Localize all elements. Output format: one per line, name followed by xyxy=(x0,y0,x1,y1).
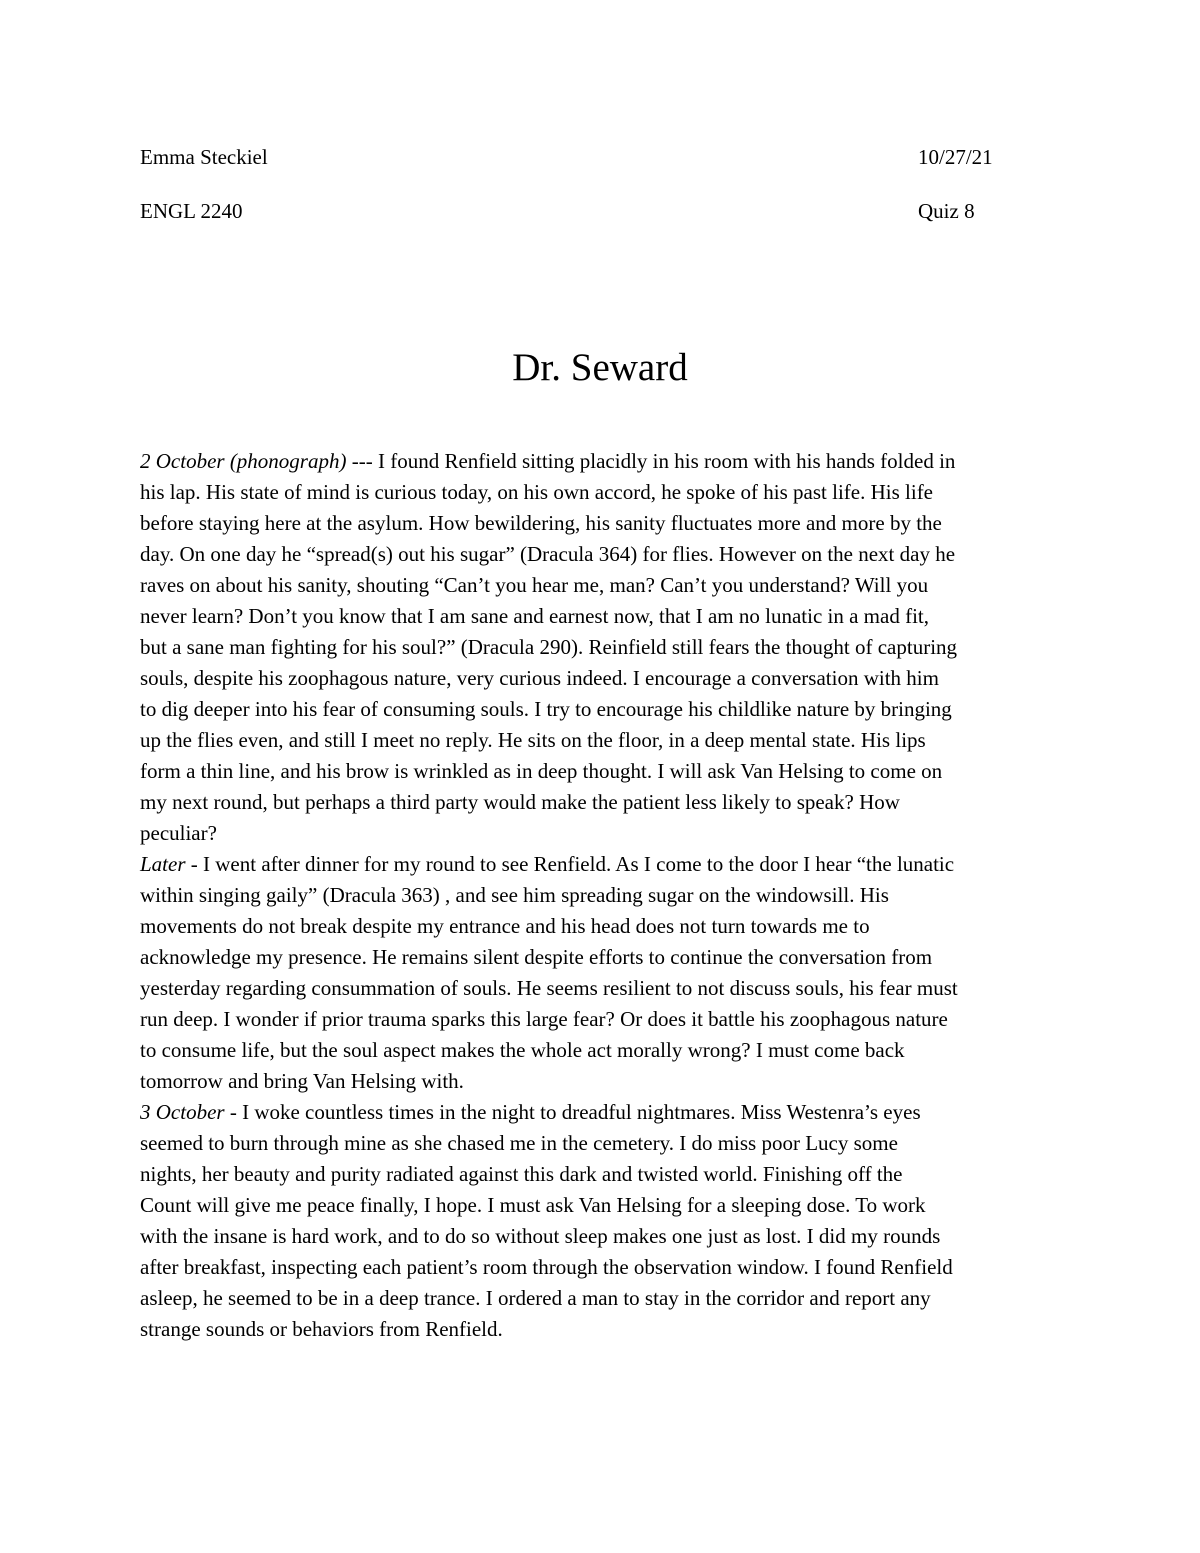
body-line xyxy=(140,849,1065,880)
body-line: seemed to burn through mine as she chased me in the cemetery. I do miss poor Lucy some xyxy=(140,1131,898,1155)
entry-label-later: Later xyxy=(140,852,186,876)
body-line: run deep. I wonder if prior trauma sparks this large fear? Or does it battle his zoophagous nature xyxy=(140,1007,948,1031)
body-line: yesterday regarding consummation of souls. He seems resilient to not discuss souls, his fear must xyxy=(140,976,958,1000)
author-name: Emma Steckiel xyxy=(140,145,268,169)
body-line xyxy=(140,1097,1065,1128)
body-line: acknowledge my presence. He remains silent despite efforts to continue the conversation from xyxy=(140,945,933,969)
document-title: Dr. Seward xyxy=(512,346,688,389)
body-line: peculiar? xyxy=(140,821,217,845)
body-line: tomorrow and bring Van Helsing with. xyxy=(140,1069,464,1093)
body-line: never learn? Don’t you know that I am sane and earnest now, that I am no lunatic in a mad fit, xyxy=(140,604,929,628)
body-line: to consume life, but the soul aspect makes the whole act morally wrong? I must come back xyxy=(140,1038,905,1062)
course-code: ENGL 2240 xyxy=(140,199,243,223)
body-line: his lap. His state of mind is curious today, on his own accord, he spoke of his past life. His life xyxy=(140,480,934,504)
body-line: within singing gaily” (Dracula 363) , and see him spreading sugar on the windowsill. His xyxy=(140,883,889,907)
entry-label-2-october: 2 October (phonograph) xyxy=(140,449,347,473)
body-line: form a thin line, and his brow is wrinkled as in deep thought. I will ask Van Helsing to come on xyxy=(140,759,943,783)
date: 10/27/21 xyxy=(918,145,993,169)
line-text: - I woke countless times in the night to dreadful nightmares. Miss Westenra’s eyes xyxy=(224,1100,921,1124)
line-text: - I went after dinner for my round to see Renfield. As I come to the door I hear “the lunatic xyxy=(185,852,955,876)
line-text: --- I found Renfield sitting placidly in his room with his hands folded in xyxy=(346,449,956,473)
body-line: raves on about his sanity, shouting “Can’t you hear me, man? Can’t you understand? Will you xyxy=(140,573,929,597)
body-line: to dig deeper into his fear of consuming souls. I try to encourage his childlike nature by bringing xyxy=(140,697,952,721)
body-line: after breakfast, inspecting each patient’s room through the observation window. I found Renfield xyxy=(140,1255,953,1279)
body-line: but a sane man fighting for his soul?” (Dracula 290). Reinfield still fears the thought of capturing xyxy=(140,635,958,659)
body-line: movements do not break despite my entrance and his head does not turn towards me to xyxy=(140,914,870,938)
body-line: up the flies even, and still I meet no reply. He sits on the floor, in a deep mental state. His lips xyxy=(140,728,926,752)
body-line: strange sounds or behaviors from Renfield. xyxy=(140,1317,503,1341)
body-line xyxy=(140,446,1065,477)
body-line: souls, despite his zoophagous nature, very curious indeed. I encourage a conversation with him xyxy=(140,666,939,690)
body-line: asleep, he seemed to be in a deep trance. I ordered a man to stay in the corridor and report any xyxy=(140,1286,931,1310)
body-line: my next round, but perhaps a third party would make the patient less likely to speak? How xyxy=(140,790,900,814)
entry-label-3-october: 3 October xyxy=(140,1100,225,1124)
body-line: Count will give me peace finally, I hope. I must ask Van Helsing for a sleeping dose. To work xyxy=(140,1193,926,1217)
document-body xyxy=(140,446,1065,1345)
assignment-name: Quiz 8 xyxy=(918,199,975,223)
body-line: nights, her beauty and purity radiated against this dark and twisted world. Finishing off the xyxy=(140,1162,903,1186)
body-line: before staying here at the asylum. How bewildering, his sanity fluctuates more and more by the xyxy=(140,511,942,535)
body-line: day. On one day he “spread(s) out his sugar” (Dracula 364) for flies. However on the next day he xyxy=(140,542,956,566)
body-line: with the insane is hard work, and to do so without sleep makes one just as lost. I did my rounds xyxy=(140,1224,941,1248)
